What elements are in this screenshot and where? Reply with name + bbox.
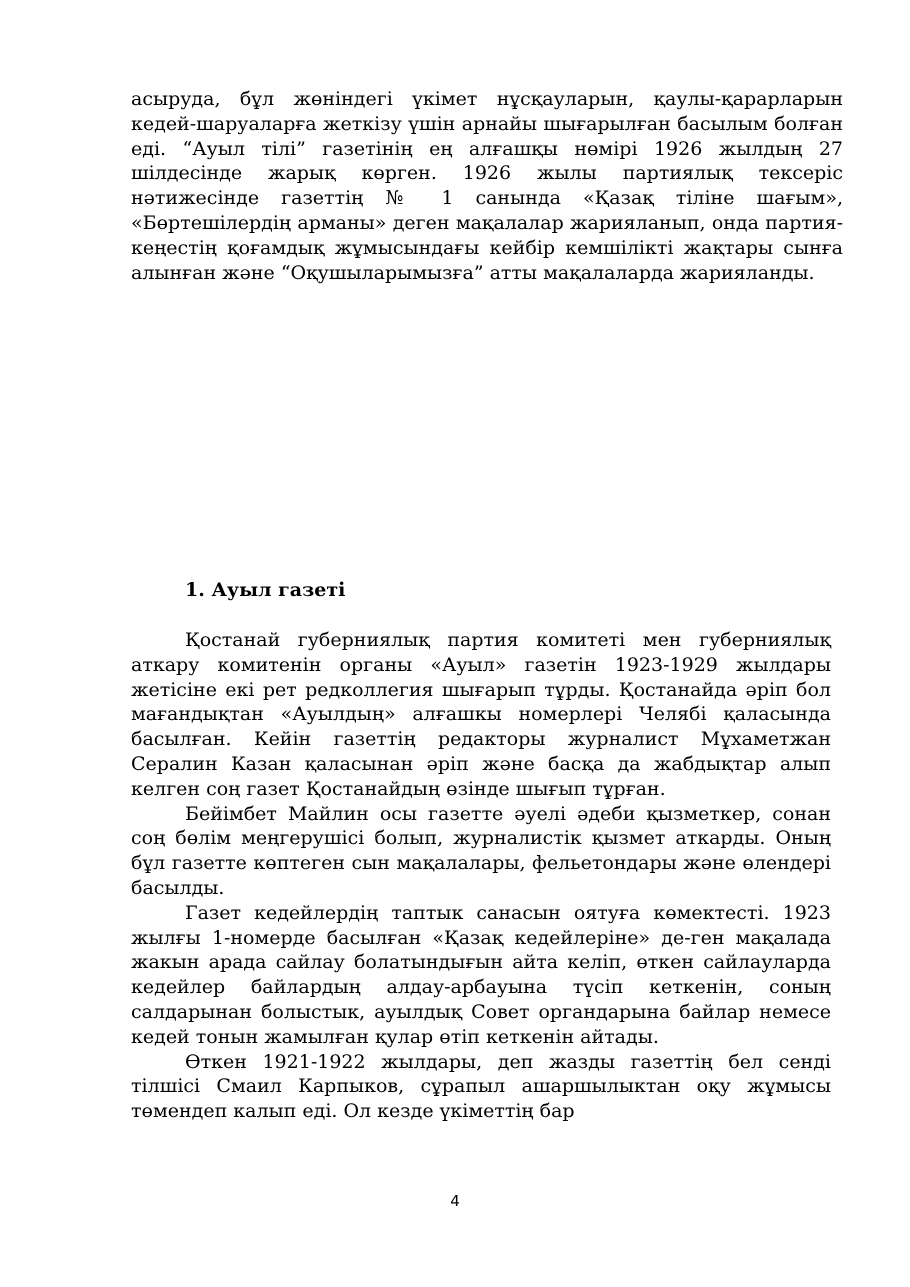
body-paragraph: Бейімбет Майлин осы газетте әуелі әдеби қызметкер, сонан соң бөлім меңгерушісі болып, журналистік қызмет аткарды. Оның бұл газетте көптеген сын мақалалары, фельетондары және өлендері басылды.: [131, 802, 831, 899]
page-number: 4: [450, 1192, 460, 1210]
section-heading: 1. Ауыл газеті: [185, 579, 346, 601]
body-paragraph: Өткен 1921-1922 жылдары, деп жазды газеттің бел сенді тілшісі Смаил Карпыков, сұрапыл ашаршылыктан оқу жұмысы төмендеп калып еді. Ол кезде үкіметтің бар: [131, 1050, 831, 1123]
body-paragraph: Газет кедейлердің таптык санасын оятуға көмектесті. 1923 жылғы 1-номерде басылған «Қазақ кедейлеріне» де-ген мақалада жакын арада сайлау болатындығын айта келіп, өткен сайлауларда кедейлер байлардың алдау-арбауына түсіп кеткенін, соның салдарынан болыстык, ауылдық Совет органдарына байлар немесе кедей тонын жамылған қулар өтіп кеткенін айтады.: [131, 901, 831, 1048]
section-body: [131, 628, 831, 1124]
intro-paragraph: асыруда, бұл жөніндегі үкімет нұсқауларын, қаулы-қарарларын кедей-шаруаларға жеткізу үшін арнайы шығарылған басылым болған еді. “Ауыл тілі” газетінің ең алғашқы нөмірі 1926 жылдың 27 шілдесінде жарық көрген. 1926 жылы партиялық тексеріс нәтижесінде газеттің № 1 санында «Қазақ тіліне шағым», «Бөртешілердің арманы» деген мақалалар жарияланып, онда партия-кеңестің қоғамдық жұмысындағы кейбір кемшілікті жақтары сынға алынған және “Оқушыларымызға” атты мақалаларда жарияланды.: [131, 88, 843, 284]
body-paragraph: Қостанай губерниялық партия комитеті мен губерниялық аткару комитенін органы «Ауыл» газетін 1923-1929 жылдары жетісіне екі рет редколлегия шығарып тұрды. Қостанайда әріп бол мағандықтан «Ауылдың» алғашкы номерлері Челябі қаласында басылған. Кейін газеттің редакторы журналист Мұхаметжан Сералин Казан қаласынан әріп және басқа да жабдықтар алып келген соң газет Қостанайдың өзінде шығып тұрған.: [131, 629, 831, 800]
